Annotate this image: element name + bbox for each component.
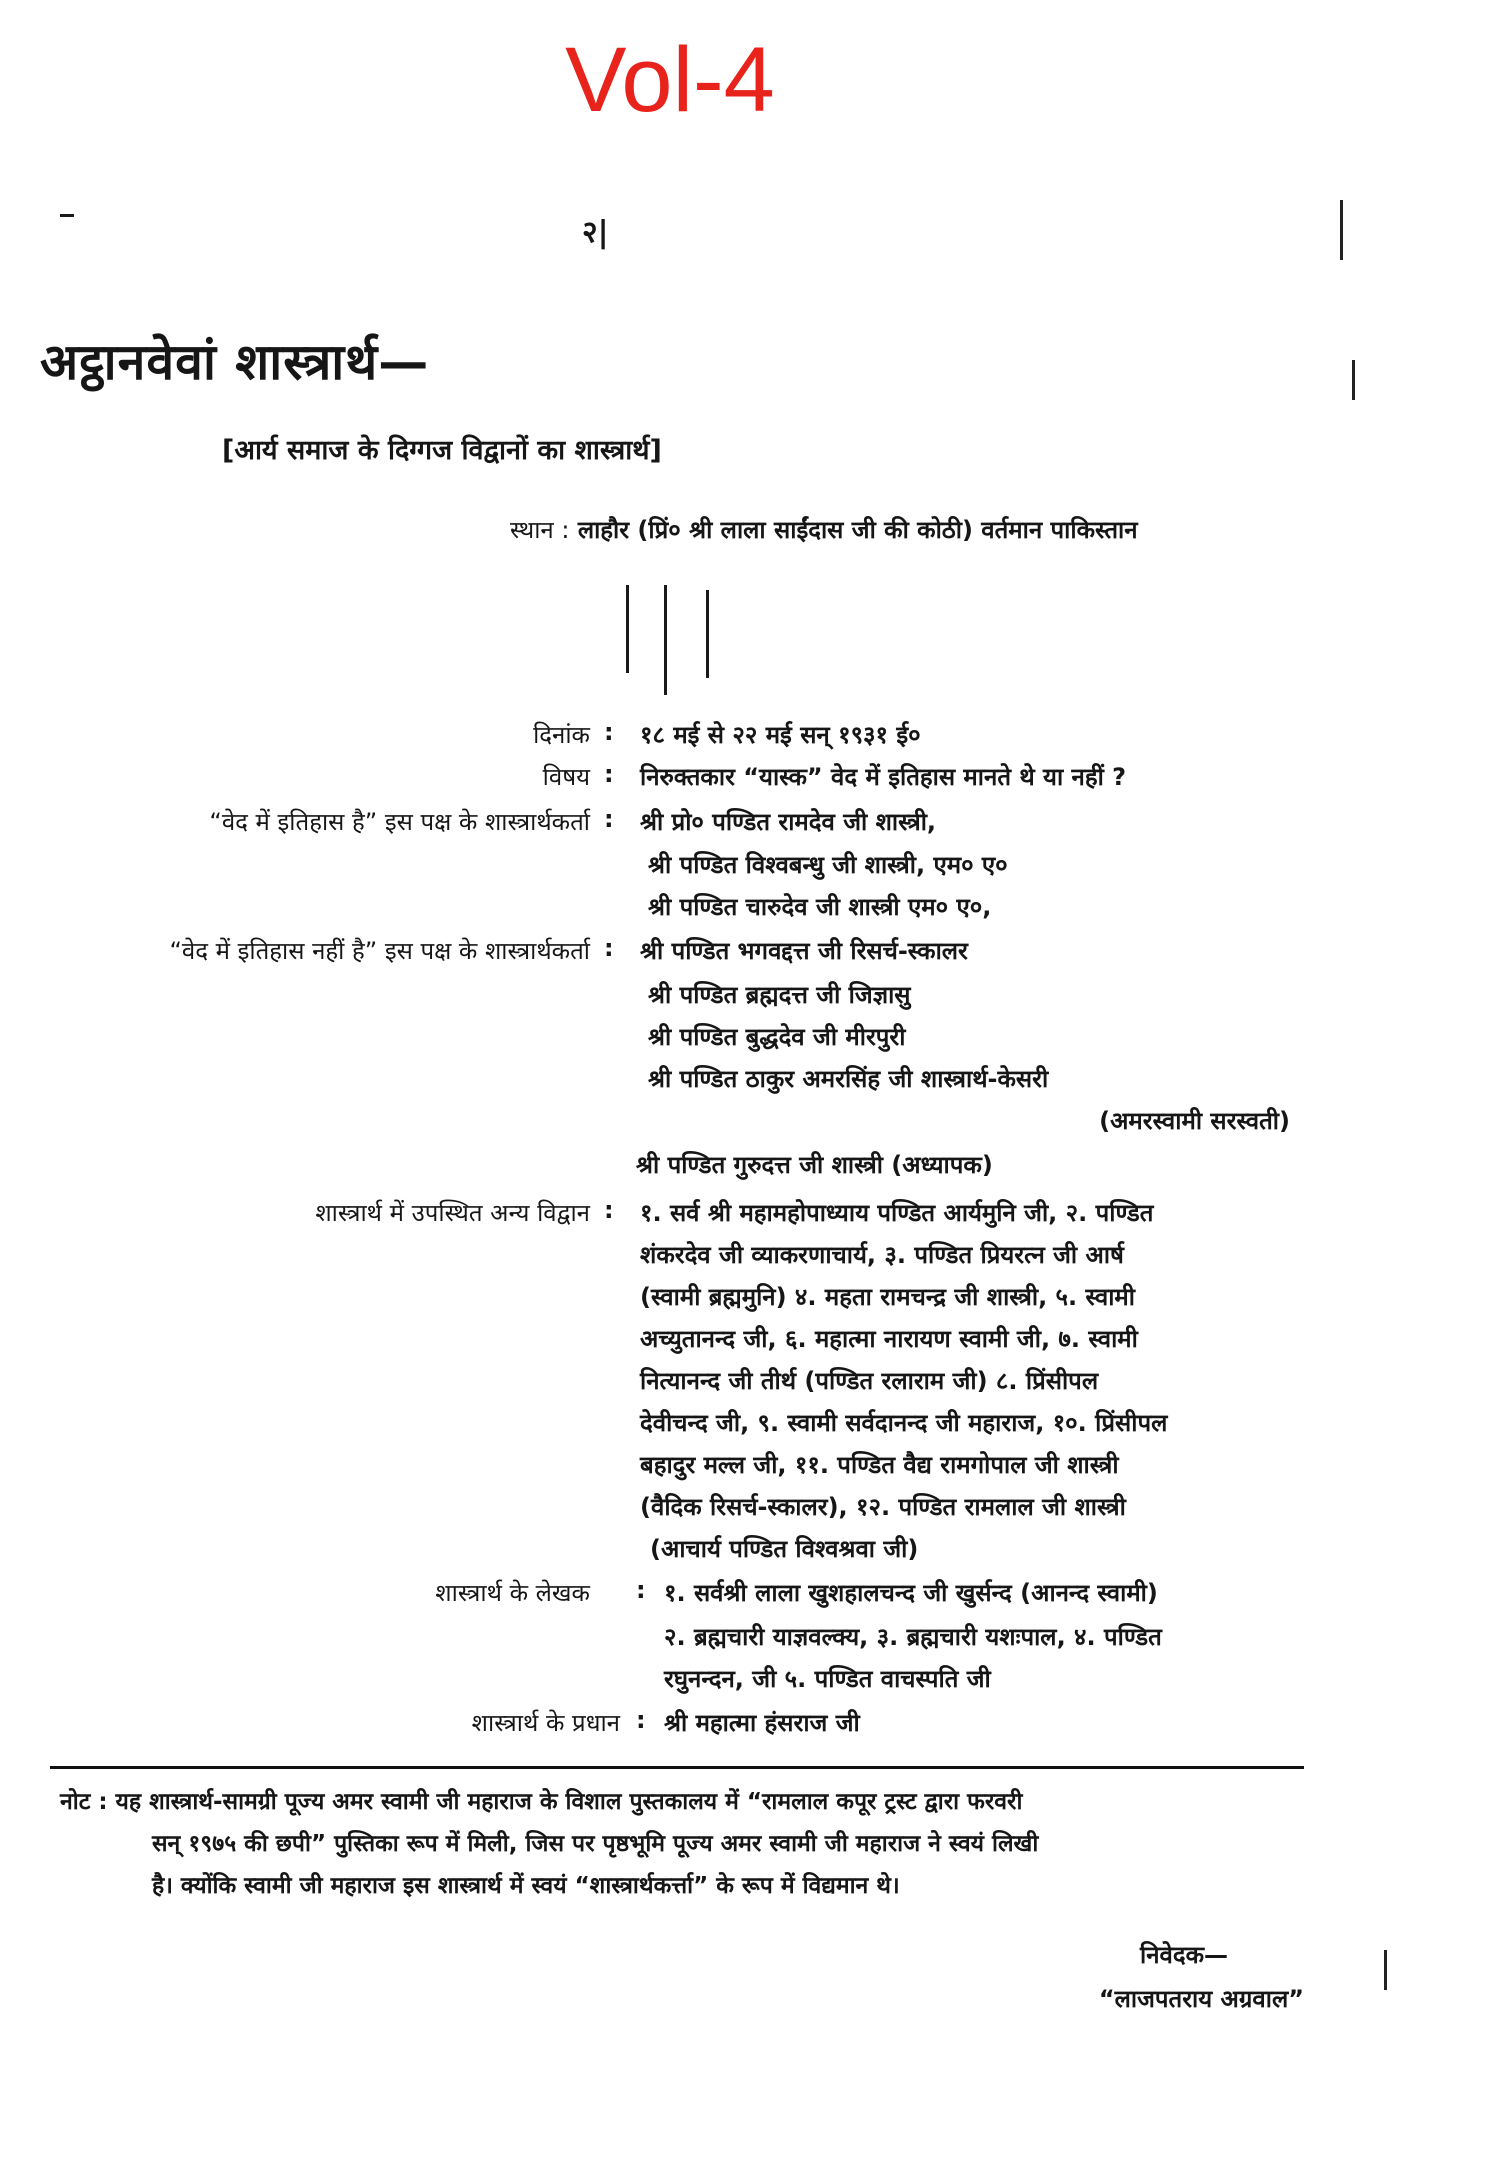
scan-edge-mark — [1352, 360, 1355, 400]
president-label: शास्त्रार्थ के प्रधान — [471, 1709, 620, 1737]
pro-name: श्री पण्डित चारुदेव जी शास्त्री एम० ए०, — [648, 893, 992, 921]
pro-side-label: “वेद में इतिहास है” इस पक्ष के शास्त्रार्थकर्ता — [209, 808, 590, 836]
president-value: श्री महात्मा हंसराज जी — [664, 1709, 860, 1737]
writers-line: रघुनन्दन, जी ५. पण्डित वाचस्पति जी — [664, 1665, 991, 1693]
signature-label: निवेदक— — [1140, 1941, 1229, 1969]
con-name: श्री पण्डित ब्रह्मदत्त जी जिज्ञासु — [648, 981, 911, 1009]
top-dash-mark — [60, 214, 74, 217]
others-line: नित्यानन्द जी तीर्थ (पण्डित रलाराम जी) ८. प्रिंसीपल — [640, 1367, 1099, 1395]
con-name: श्री पण्डित भगवद्दत्त जी रिसर्च-स्कालर — [640, 937, 968, 965]
others-line: (वैदिक रिसर्च-स्कालर), १२. पण्डित रामलाल जी शास्त्री — [640, 1493, 1126, 1521]
divider-rule — [50, 1766, 1304, 1769]
pro-name: श्री पण्डित विश्वबन्धु जी शास्त्री, एम० ए० — [648, 851, 1008, 879]
con-name: श्री पण्डित बुद्धदेव जी मीरपुरी — [648, 1023, 906, 1051]
page-number: २| — [582, 215, 609, 250]
date-label: दिनांक — [533, 721, 590, 749]
volume-label: Vol-4 — [565, 29, 775, 131]
subject-label: विषय — [542, 763, 590, 791]
place-value: लाहौर (प्रिं० श्री लाला साईंदास जी की कोठी) वर्तमान पाकिस्तान — [577, 516, 1138, 544]
others-line: (स्वामी ब्रह्ममुनि) ४. महता रामचन्द्र जी शास्त्री, ५. स्वामी — [640, 1283, 1135, 1311]
pro-name: श्री प्रो० पण्डित रामदेव जी शास्त्री, — [640, 808, 937, 836]
colon: : — [604, 1196, 614, 1224]
page-subtitle: [आर्य समाज के दिग्गज विद्वानों का शास्त्रार्थ] — [222, 435, 662, 466]
scan-edge-mark — [1340, 200, 1343, 260]
colon: : — [636, 1706, 646, 1734]
writers-label: शास्त्रार्थ के लेखक — [435, 1579, 590, 1607]
con-side-label: “वेद में इतिहास नहीं है” इस पक्ष के शास्त्रार्थकर्ता — [169, 937, 590, 965]
colon: : — [604, 718, 614, 746]
place-label: स्थान : — [510, 516, 570, 544]
footnote-line: है। क्योंकि स्वामी जी महाराज इस शास्त्रार्थ में स्वयं “शास्त्रार्थकर्त्ता” के रूप में विद्यमान थे। — [152, 1873, 900, 1899]
con-name-note: (अमरस्वामी सरस्वती) — [1099, 1107, 1290, 1135]
con-name: श्री पण्डित गुरुदत्त जी शास्त्री (अध्यापक) — [636, 1151, 993, 1179]
colon: : — [604, 934, 614, 962]
others-label: शास्त्रार्थ में उपस्थित अन्य विद्वान — [315, 1199, 590, 1227]
date-value: १८ मई से २२ मई सन् १९३१ ई० — [640, 721, 921, 749]
separator-bar — [706, 590, 709, 678]
colon: : — [604, 805, 614, 833]
colon: : — [604, 760, 614, 788]
separator-bar — [664, 585, 667, 695]
colon: : — [636, 1576, 646, 1604]
signature-name: “लाजपतराय अग्रवाल” — [1098, 1985, 1304, 2013]
scan-edge-mark — [1384, 1950, 1387, 1990]
others-line: बहादुर मल्ल जी, ११. पण्डित वैद्य रामगोपाल जी शास्त्री — [640, 1451, 1119, 1479]
page-title: अट्ठानवेवां शास्त्रार्थ— — [40, 333, 430, 391]
writers-line: १. सर्वश्री लाला खुशहालचन्द जी खुर्सन्द (आनन्द स्वामी) — [664, 1579, 1158, 1607]
footnote-line: नोट : यह शास्त्रार्थ-सामग्री पूज्य अमर स्वामी जी महाराज के विशाल पुस्तकालय में “रामलाल कपूर ट्रस्ट द्वारा फरवरी — [60, 1789, 1023, 1815]
con-name: श्री पण्डित ठाकुर अमरसिंह जी शास्त्रार्थ-केसरी — [648, 1065, 1049, 1093]
others-line: देवीचन्द जी, ९. स्वामी सर्वदानन्द जी महाराज, १०. प्रिंसीपल — [640, 1409, 1168, 1437]
others-line: शंकरदेव जी व्याकरणाचार्य, ३. पण्डित प्रियरत्न जी आर्ष — [640, 1241, 1124, 1269]
separator-bar — [626, 585, 629, 673]
place-row — [510, 513, 1138, 546]
footnote-line: सन् १९७५ की छपी” पुस्तिका रूप में मिली, जिस पर पृष्ठभूमि पूज्य अमर स्वामी जी महाराज ने स्वयं लिखी — [152, 1831, 1039, 1857]
others-line: १. सर्व श्री महामहोपाध्याय पण्डित आर्यमुनि जी, २. पण्डित — [640, 1199, 1154, 1227]
subject-value: निरुक्तकार “यास्क” वेद में इतिहास मानते थे या नहीं ? — [640, 763, 1127, 791]
others-line: अच्युतानन्द जी, ६. महात्मा नारायण स्वामी जी, ७. स्वामी — [640, 1325, 1138, 1353]
writers-line: २. ब्रह्मचारी याज्ञवल्क्य, ३. ब्रह्मचारी यशःपाल, ४. पण्डित — [664, 1623, 1162, 1651]
others-line: (आचार्य पण्डित विश्वश्रवा जी) — [650, 1535, 919, 1563]
